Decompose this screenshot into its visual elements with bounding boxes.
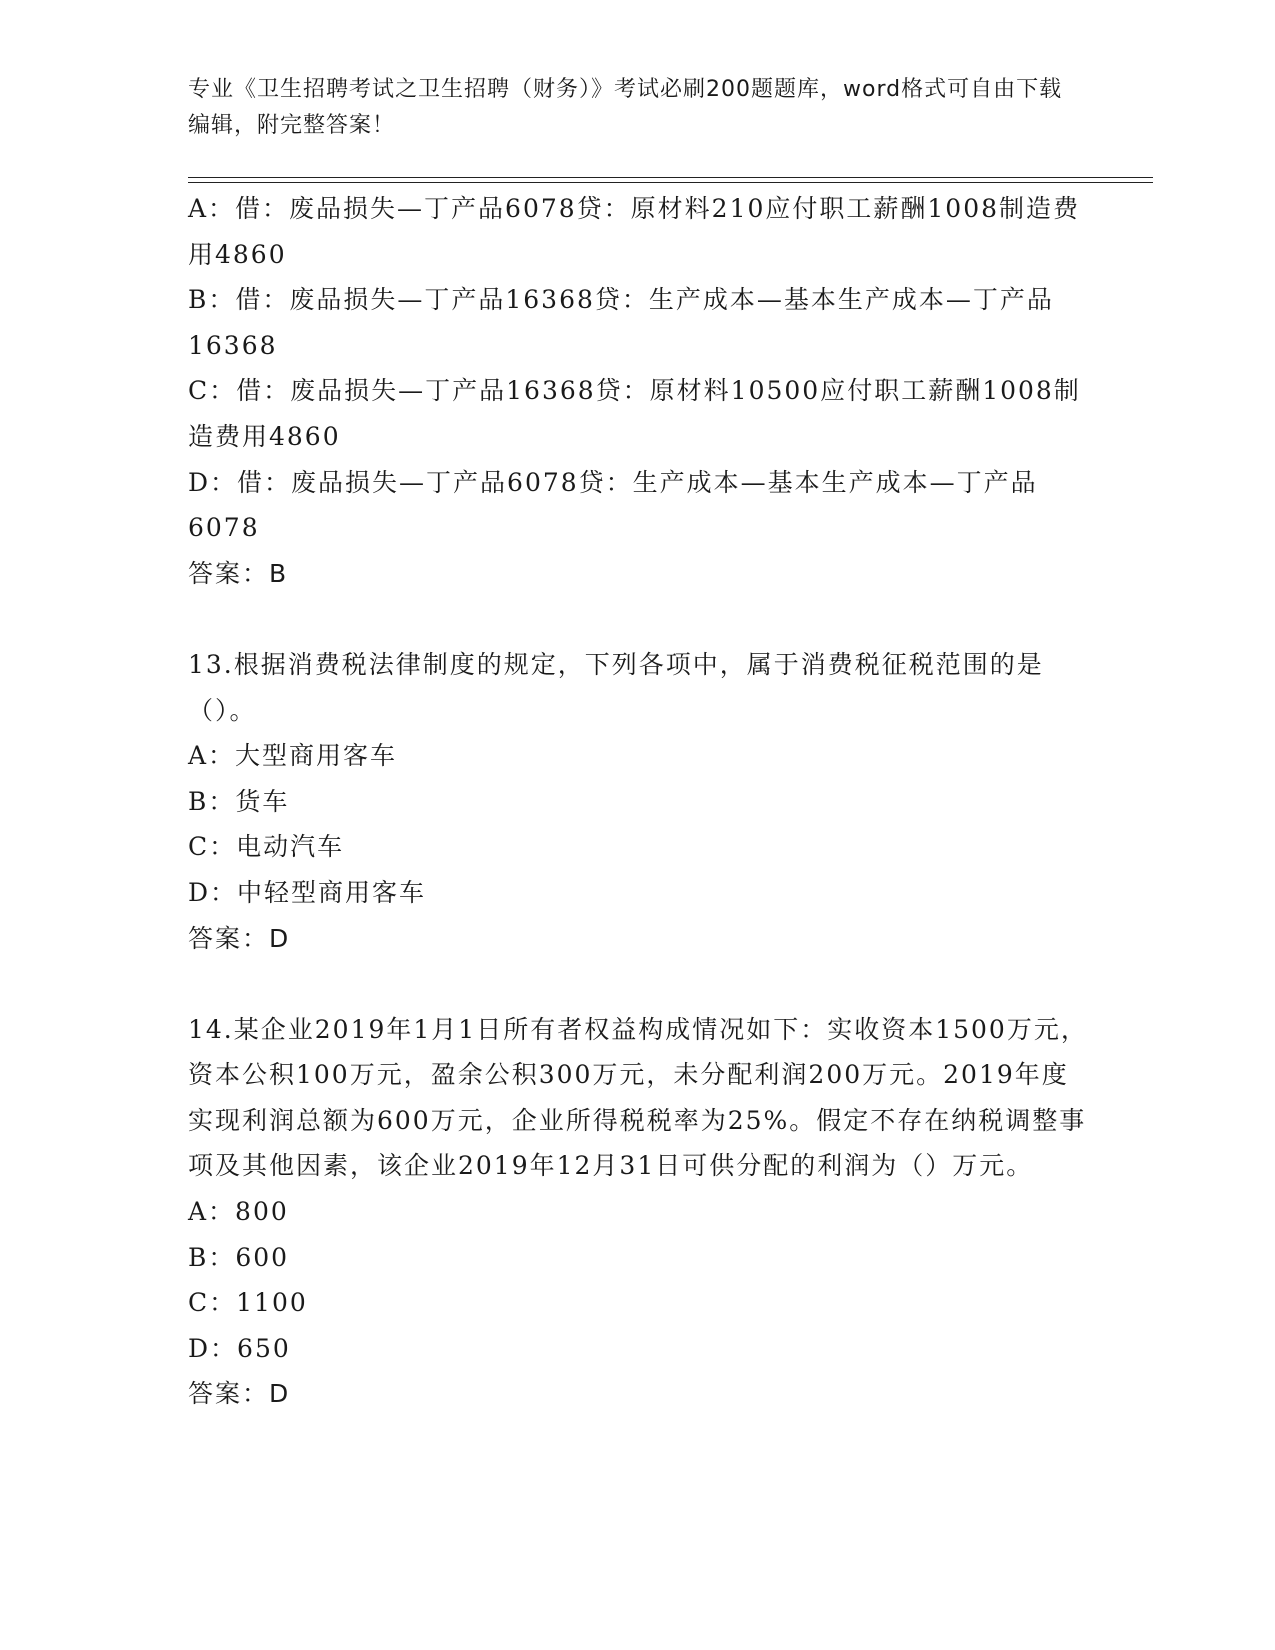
option-b: B：借：废品损失—丁产品16368贷：生产成本—基本生产成本—丁产品16368 bbox=[188, 285, 1054, 360]
question-block-13 bbox=[188, 642, 1088, 961]
option-c: C：1100 bbox=[188, 1288, 308, 1318]
spacer bbox=[188, 961, 1088, 1007]
header-divider-bottom bbox=[188, 182, 1153, 183]
question-block-12 bbox=[188, 186, 1088, 596]
option-b: B：600 bbox=[188, 1242, 290, 1272]
question-stem: 13.根据消费税法律制度的规定，下列各项中，属于消费税征税范围的是（）。 bbox=[188, 649, 1044, 725]
option-d: D：中轻型商用客车 bbox=[188, 877, 427, 907]
option-c: C：电动汽车 bbox=[188, 832, 345, 862]
question-stem: 14.某企业2019年1月1日所有者权益构成情况如下：实收资本1500万元，资本公积100万元，盈余公积300万元，未分配利润200万元。2019年度实现利润总额为600万元，企业所得税税率为25%。假定不存在纳税调整事项及其他因素，该企业2019年12月31日可供分配的利润为（）万元。 bbox=[188, 1014, 1088, 1181]
spacer bbox=[188, 596, 1088, 642]
option-a: A：大型商用客车 bbox=[188, 741, 398, 771]
document-header: 专业《卫生招聘考试之卫生招聘（财务）》考试必刷200题题库，word格式可自由下载编辑，附完整答案！ bbox=[188, 77, 1063, 138]
option-b: B：货车 bbox=[188, 786, 290, 816]
answer-line: 答案：D bbox=[188, 1379, 291, 1409]
answer-line: 答案：D bbox=[188, 923, 291, 953]
header-divider-top bbox=[188, 177, 1153, 178]
option-c: C：借：废品损失—丁产品16368贷：原材料10500应付职工薪酬1008制造费用4860 bbox=[188, 376, 1081, 451]
question-content bbox=[188, 186, 1088, 1417]
option-a: A：借：废品损失—丁产品6078贷：原材料210应付职工薪酬1008制造费用4860 bbox=[188, 194, 1081, 269]
option-d: D：650 bbox=[188, 1333, 291, 1363]
answer-line: 答案：B bbox=[188, 558, 289, 588]
question-block-14 bbox=[188, 1007, 1088, 1417]
option-d: D：借：废品损失—丁产品6078贷：生产成本—基本生产成本—丁产品6078 bbox=[188, 467, 1038, 543]
option-a: A：800 bbox=[188, 1197, 289, 1227]
